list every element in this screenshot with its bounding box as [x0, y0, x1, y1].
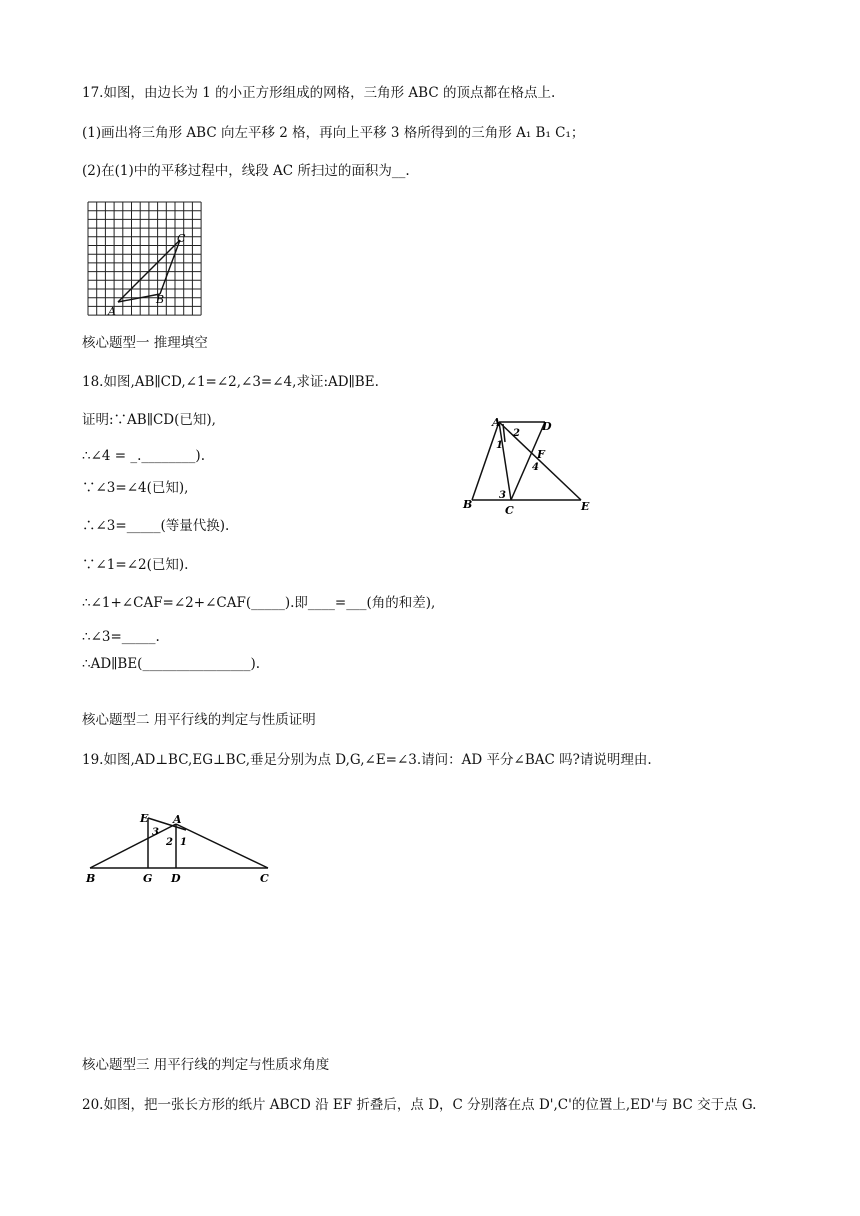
- q19-label-A: A: [173, 813, 182, 826]
- q20-stem: 20.如图，把一张长方形的纸片 ABCD 沿 EF 折叠后，点 D，C 分别落在点 D',C'的位置上,ED'与 BC 交于点 G.: [82, 1097, 757, 1113]
- q18-line-5: ∵∠1=∠2(已知).: [82, 557, 189, 573]
- section-title-2: 核心题型二 用平行线的判定与性质证明: [82, 712, 316, 728]
- q17-stem: 17.如图，由边长为 1 的小正方形组成的网格，三角形 ABC 的顶点都在格点上.: [82, 85, 556, 101]
- section-title-1: 核心题型一 推理填空: [82, 335, 208, 351]
- q18-line-4: ∴∠3=_____(等量代换).: [82, 518, 230, 534]
- q18-line-7: ∴∠3=_____.: [82, 629, 160, 645]
- grid-lines: [88, 202, 201, 315]
- q18-line-2: ∴∠4 = _.________).: [82, 448, 205, 464]
- q19-angle-3: 3: [152, 827, 159, 838]
- q19-figure: [82, 806, 277, 890]
- q19-label-C: C: [260, 872, 269, 885]
- q19-angle-2: 2: [166, 837, 173, 848]
- q18-line-6: ∴∠1+∠CAF=∠2+∠CAF(_____).即____=___(角的和差),: [82, 595, 436, 611]
- q17-label-C: C: [177, 232, 186, 245]
- q18-figure: [455, 412, 605, 520]
- q18-label-F: F: [537, 448, 545, 461]
- q18-label-C: C: [505, 504, 514, 517]
- q18-angle-4: 4: [532, 462, 539, 473]
- q19-stem: 19.如图,AD⊥BC,EG⊥BC,垂足分别为点 D,G,∠E=∠3.请问：AD 平分∠BAC 吗?请说明理由.: [82, 752, 652, 768]
- q17-label-B: B: [156, 293, 165, 306]
- q18-label-D: D: [542, 420, 552, 433]
- q18-angle-1: 1: [496, 440, 503, 451]
- q19-label-B: B: [86, 872, 96, 885]
- q18-stem: 18.如图,AB∥CD,∠1=∠2,∠3=∠4,求证:AD∥BE.: [82, 374, 379, 390]
- q18-line-8: ∴AD∥BE(________________).: [82, 656, 260, 672]
- q18-label-A: A: [492, 416, 501, 429]
- q19-label-D: D: [171, 872, 181, 885]
- q17-grid-figure: [84, 198, 202, 320]
- q18-line-3: ∵∠3=∠4(已知),: [82, 480, 189, 496]
- section-title-3: 核心题型三 用平行线的判定与性质求角度: [82, 1057, 330, 1073]
- q18-angle-2: 2: [513, 428, 520, 439]
- q17-part1: (1)画出将三角形 ABC 向左平移 2 格，再向上平移 3 格所得到的三角形 A₁ B₁ C₁；: [82, 125, 585, 141]
- q18-line-1: 证明:∵AB∥CD(已知),: [82, 412, 216, 428]
- q18-label-B: B: [463, 498, 473, 511]
- q18-label-E: E: [581, 500, 590, 513]
- q19-angle-1: 1: [180, 837, 187, 848]
- q18-angle-3: 3: [499, 490, 506, 501]
- q19-label-E: E: [140, 812, 149, 825]
- q19-label-G: G: [143, 872, 153, 885]
- q17-label-A: A: [108, 305, 116, 318]
- q17-part2: (2)在(1)中的平移过程中，线段 AC 所扫过的面积为__.: [82, 163, 410, 179]
